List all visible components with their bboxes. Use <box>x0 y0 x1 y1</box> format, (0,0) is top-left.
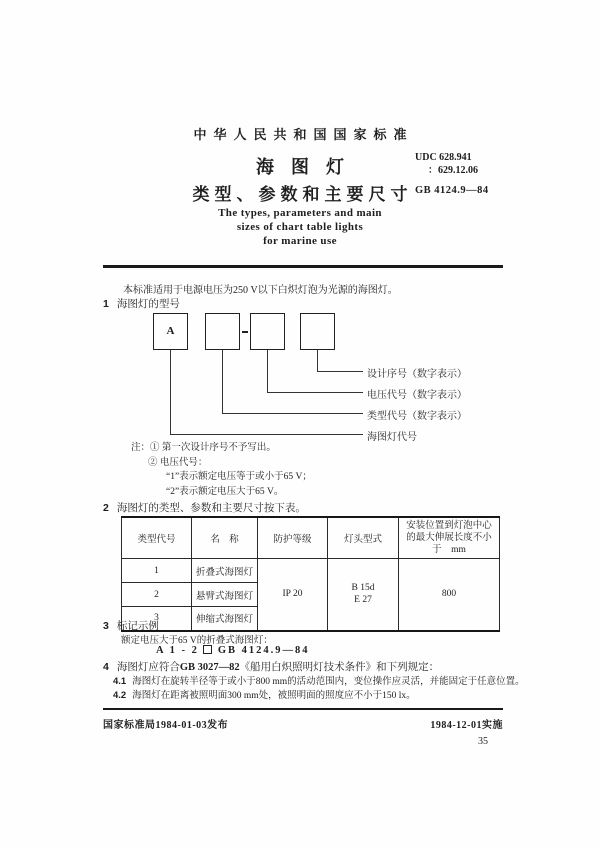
title-chinese: 海图灯 <box>256 157 361 177</box>
section-4-heading <box>103 659 439 674</box>
clause-4-1 <box>113 673 525 687</box>
title-english-line-3: for marine use <box>263 235 337 247</box>
section-2-number: 2 <box>103 502 109 514</box>
title-english-line-1: The types, parameters and main <box>218 207 382 219</box>
title-english-line-2: sizes of chart table lights <box>236 221 364 233</box>
clause-4-2-number: 4.2 <box>113 690 127 701</box>
footer-rule <box>103 708 503 710</box>
example-intro: 额定电压大于65 V的折叠式海图灯： <box>121 636 273 646</box>
section-3-title: 标记示例 <box>116 621 159 632</box>
cell-lampholder <box>328 559 399 631</box>
diagram-label-code: 海图灯代号 <box>367 432 417 443</box>
note-prefix: 注： <box>131 443 151 453</box>
model-box-voltage <box>250 313 285 350</box>
section-4-title-pre: 海图灯应符合 <box>116 662 180 673</box>
model-box-code <box>153 313 188 350</box>
note-marker-2: ② <box>148 457 158 468</box>
diagram-label-voltage: 电压代号（数字表示） <box>367 390 467 401</box>
cell-max-length: 800 <box>399 559 500 631</box>
note-line-4: “2”表示额定电压大于65 V。 <box>166 486 284 497</box>
diagram-label-type: 类型代号（数字表示） <box>367 411 467 422</box>
page-number: 35 <box>478 736 488 747</box>
footer <box>103 716 503 731</box>
connector-line <box>267 350 268 392</box>
connector-line <box>170 350 171 434</box>
title-english <box>0 206 600 248</box>
connector-line <box>317 350 318 371</box>
connector-line <box>222 350 223 413</box>
header-org: 中华人民共和国国家标准 <box>193 127 414 142</box>
udc-block <box>415 151 489 197</box>
standard-number: GB 4124.9—84 <box>415 185 489 196</box>
note-text-2: 电压代号： <box>159 457 208 468</box>
subtitle-chinese: 类型、参数和主要尺寸 <box>192 185 413 204</box>
notes-block <box>131 441 312 499</box>
model-box-letter: A <box>166 325 175 337</box>
table-header-row <box>122 517 500 559</box>
clause-4-2-text: 海图灯在距离被照明面300 mm处，被照明面的照度应不小于150 lx。 <box>132 691 416 701</box>
lampholder-line-1: B 15d <box>351 583 375 594</box>
model-box-serial <box>300 313 335 350</box>
intro-paragraph: 本标准适用于电源电压为250 V以下白炽灯泡为光源的海图灯。 <box>123 285 398 296</box>
cell-protection: IP 20 <box>258 559 328 631</box>
connector-line <box>267 392 363 393</box>
referenced-standard-number: GB 3027—82 <box>179 662 240 673</box>
note-text-1: 第一次设计序号不予写出。 <box>161 443 276 453</box>
section-1-number: 1 <box>103 298 109 310</box>
lampholder-line-2: E 27 <box>354 595 372 606</box>
example-designation-standard: GB 4124.9—84 <box>217 645 310 656</box>
connector-line <box>317 371 363 372</box>
section-3-number: 3 <box>103 620 109 632</box>
note-line-2 <box>148 456 312 471</box>
note-marker-1: ① <box>150 443 160 453</box>
udc-code-line-2: ：629.12.06 <box>428 165 478 176</box>
dash-separator <box>242 331 248 333</box>
cell-type-code: 3 <box>122 607 192 631</box>
clause-4-1-text: 海图灯在旋转半径等于或小于800 mm的活动范围内，变位操作应灵活，并能固定于任意位置。 <box>132 677 525 687</box>
connector-line <box>170 434 363 435</box>
connector-line <box>222 413 363 414</box>
udc-code-line-1: UDC 628.941 <box>415 152 472 163</box>
section-2-heading <box>103 500 306 515</box>
cell-name: 悬臂式海图灯 <box>192 583 258 607</box>
table-header-type-code: 类型代号 <box>122 517 192 559</box>
table-header-max-length: 安装位置到灯泡中心的最大伸展长度不小于 mm <box>399 517 500 559</box>
note-line-3: “1”表示额定电压等于或小于65 V； <box>166 472 312 482</box>
example-designation-prefix: A 1 - 2 <box>156 645 199 656</box>
footer-effective-date: 1984-12-01实施 <box>430 720 503 731</box>
section-4-title-post: 《船用白炽照明灯技术条件》和下列规定： <box>239 662 440 673</box>
diagram-label-serial: 设计序号（数字表示） <box>367 369 467 380</box>
cell-name: 折叠式海图灯 <box>192 559 258 583</box>
section-1-heading <box>103 296 180 311</box>
cell-type-code: 2 <box>122 583 192 607</box>
section-2-title: 海图灯的类型、参数和主要尺寸按下表。 <box>116 503 306 514</box>
table-row <box>122 559 500 583</box>
header-rule <box>103 265 503 268</box>
cell-type-code: 1 <box>122 559 192 583</box>
footer-issued-date: 国家标准局1984-01-03发布 <box>103 720 229 731</box>
section-3-heading <box>103 618 159 633</box>
section-4-number: 4 <box>103 661 109 673</box>
serial-placeholder-box <box>203 645 212 654</box>
cell-name: 伸缩式海图灯 <box>192 607 258 631</box>
note-line-1 <box>131 441 312 456</box>
table-header-lampholder: 灯头型式 <box>328 517 399 559</box>
table-header-protection: 防护等级 <box>258 517 328 559</box>
section-1-title: 海图灯的型号 <box>116 299 180 310</box>
example-designation <box>156 645 310 656</box>
model-box-type <box>205 313 240 350</box>
parameters-table <box>121 516 500 632</box>
clause-4-2 <box>113 687 416 701</box>
model-diagram <box>103 311 523 447</box>
clause-4-1-number: 4.1 <box>113 676 127 687</box>
table-header-name: 名 称 <box>192 517 258 559</box>
